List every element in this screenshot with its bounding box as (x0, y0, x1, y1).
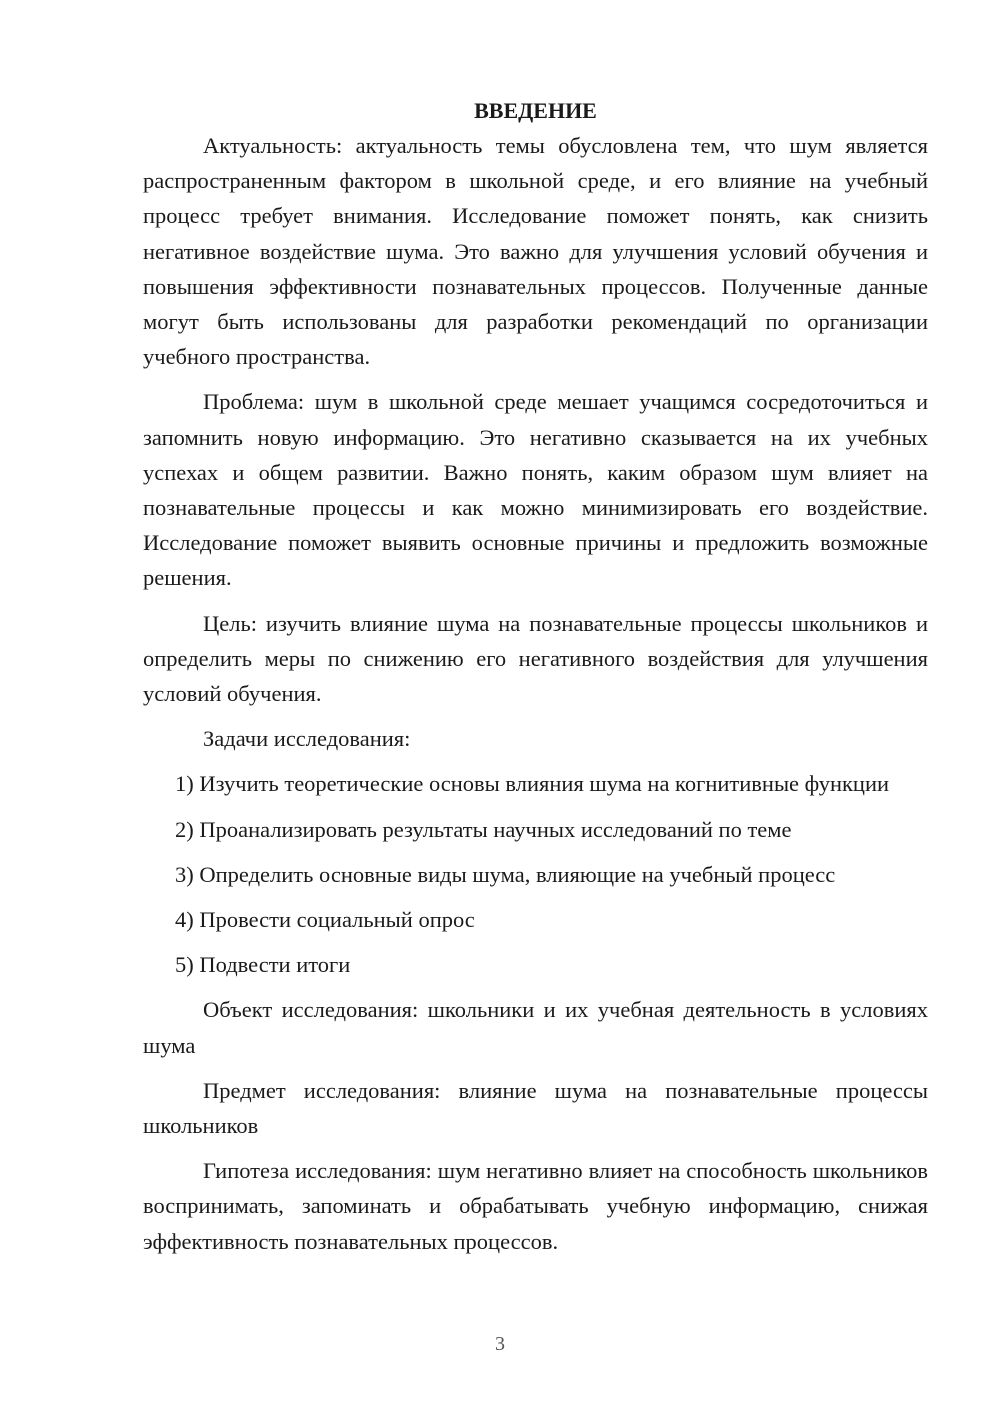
problem-paragraph: Проблема: шум в школьной среде мешает учащимся сосредоточиться и запомнить новую информацию. Это негативно сказывается на их учебных успехах и общем развитии. Важно понять, каким образом шум влияет на познавательные процессы и как можно минимизировать его воздействие. Исследование поможет выявить основные причины и предложить возможные решения. (143, 389, 928, 591)
section-title: ВВЕДЕНИЕ (474, 98, 597, 123)
goal-paragraph: Цель: изучить влияние шума на познавательные процессы школьников и определить меры по снижению его негативного воздействия для улучшения условий обучения. (143, 610, 928, 707)
task-item-5: 5) Подвести итоги (175, 952, 351, 978)
document-page (143, 93, 928, 1269)
object-paragraph: Объект исследования: школьники и их учебная деятельность в условиях шума (143, 997, 928, 1058)
task-item-1: 1) Изучить теоретические основы влияния шума на когнитивные функции (175, 771, 890, 797)
task-item-2: 2) Проанализировать результаты научных исследований по теме (175, 816, 792, 842)
tasks-heading: Задачи исследования: (203, 726, 411, 752)
task-item-4: 4) Провести социальный опрос (175, 907, 475, 933)
hypothesis-paragraph: Гипотеза исследования: шум негативно влияет на способность школьников воспринимать, запоминать и обрабатывать учебную информацию, снижая эффективность познавательных процессов. (143, 1158, 928, 1254)
relevance-paragraph: Актуальность: актуальность темы обусловлена тем, что шум является распространенным фактором в школьной среде, и его влияние на учебный процесс требует внимания. Исследование поможет понять, как снизить негативное воздействие шума. Это важно для улучшения условий обучения и повышения эффективности познавательных процессов. Полученные данные могут быть использованы для разработки рекомендаций по организации учебного пространства. (143, 133, 928, 370)
page-number: 3 (495, 1333, 505, 1355)
subject-paragraph: Предмет исследования: влияние шума на познавательные процессы школьников (143, 1077, 928, 1139)
task-item-3: 3) Определить основные виды шума, влияющие на учебный процесс (175, 861, 836, 887)
